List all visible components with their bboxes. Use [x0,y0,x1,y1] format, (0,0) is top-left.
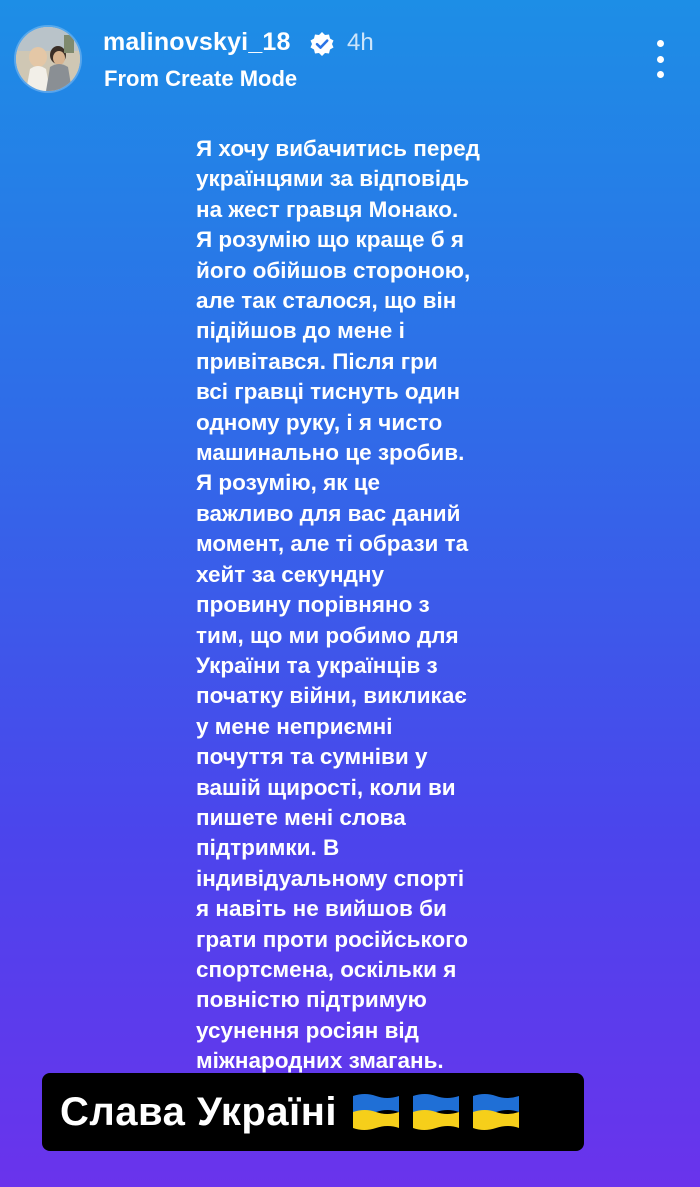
story-header [0,0,700,110]
ukraine-flag-icon [471,1092,521,1132]
story-text: Я хочу вибачитись перед українцями за відповідь на жест гравця Монако. Я розумію що краще б я його обійшов стороною, але так сталося, що він підійшов до мене і привітався. Після гри всі гравці тиснуть один одному руку, і я чисто машинально це зробив. Я розумію, як це важливо для вас даний момент, але ті образи та хейт за секундну провину порівняно з тим, що ми робимо для України та українців з початку війни, викликає у мене неприємні почуття та сумніви у вашій щирості, коли ви пишете мені слова підтримки. В індивідуальному спорті я навіть не вийшов би грати проти російського спортсмена, оскільки я повністю підтримую усунення росіян від міжнародних змагань. [196,136,480,1074]
verified-icon [309,31,335,57]
username[interactable]: malinovskyi_18 [103,28,291,56]
more-dot [657,71,664,78]
flags [351,1092,521,1132]
avatar[interactable] [16,27,80,91]
more-options-icon[interactable] [645,40,675,78]
more-dot [657,56,664,63]
ukraine-flag-icon [411,1092,461,1132]
create-mode-label[interactable]: From Create Mode [104,66,298,91]
banner-text: Слава Україні [60,1089,338,1134]
slava-ukraini-banner [42,1073,584,1151]
more-dot [657,40,664,47]
post-time: 4h [347,29,374,56]
ukraine-flag-icon [351,1092,401,1132]
avatar-photo [16,27,80,91]
